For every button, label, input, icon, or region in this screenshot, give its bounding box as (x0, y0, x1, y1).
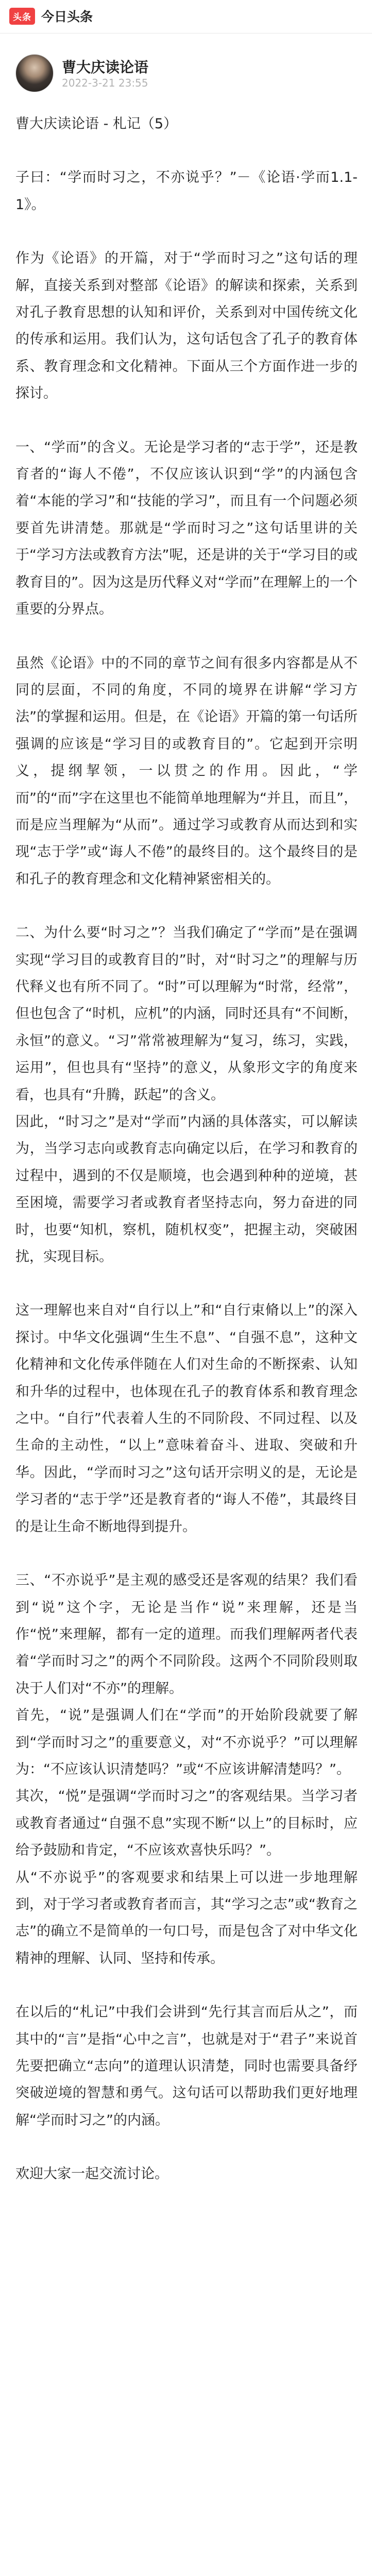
avatar[interactable] (15, 54, 54, 92)
app-badge: 头条 (9, 8, 35, 25)
article-paragraph: 二、为什么要“时习之”？当我们确定了“学而”是在强调实现“学习目的或教育目的”时，对“时习之”的理解与历代释义也有所不同了。“时”可以理解为“时常，经常”，但也包含了“时机，应机”的内涵，同时还具有“不间断，永恒”的意义。“习”常常被理解为“复习，练习，实践，运用”，但也具有“坚持”的意义，从象形文字的角度来看，也具有“升腾，跃起”的含义。 (15, 925, 358, 1103)
article-paragraph: 欢迎大家一起交流讨论。 (15, 2166, 168, 2182)
top-bar (0, 0, 372, 33)
article-paragraph: 三、“不亦说乎”是主观的感受还是客观的结果？我们看到“说”这个字，无论是当作“说”来理解，还是当作“悦”来理解，都有一定的道理。而我们理解两者代表着“学而时习之”的两个不同阶段。这两个不同阶段则取决于人们对“不亦”的理解。 (15, 1572, 358, 1697)
article-paragraph: 在以后的“札记”中我们会讲到“先行其言而后从之”，而其中的“言”是指“心中之言”，也就是对于“君子”来说首先要把确立“志向”的道理认识清楚，同时也需要具备纾突破逆境的智慧和勇气。这句话可以帮助我们更好地理解“学而时习之”的内涵。 (15, 2004, 358, 2128)
article-body (15, 111, 358, 2188)
author-header (15, 54, 356, 95)
article-paragraph: 作为《论语》的开篇，对于“学而时习之”这句话的理解，直接关系到对整部《论语》的解读和探索，关系到对孔子教育思想的认知和评价，关系到对中国传统文化的传承和运用。我们认为，这句话包含了孔子的教育体系、教育理念和文化精神。下面从三个方面作进一步的探讨。 (15, 250, 358, 402)
article-paragraph: 子曰：“学而时习之，不亦说乎？”－《论语·学而1.1-1》。 (15, 170, 358, 213)
article-card (0, 33, 372, 2576)
article-paragraph: 因此，“时习之”是对“学而”内涵的具体落实，可以解读为，当学习志向或教育志向确定以后，在学习和教育的过程中，遇到的不仅是顺境，也会遇到种种的逆境，甚至困境，需要学习者或教育者坚持志向，努力奋进的同时，也要“知机，察机，随机权变”，把握主动，突破困扰，实现目标。 (15, 1114, 358, 1265)
article-paragraph: 从“不亦说乎”的客观要求和结果上可以进一步地理解到，对于学习者或教育者而言，其“学习之志”或“教育之志”的确立不是简单的一句口号，而是包含了对中华文化精神的理解、认同、坚持和传承。 (15, 1869, 358, 1967)
article-paragraph: 一、“学而”的含义。无论是学习者的“志于学”，还是教育者的“诲人不倦”，不仅应该认识到“学”的内涵包含着“本能的学习”和“技能的学习”，而且有一个问题必须要首先讲清楚。那就是“学而时习之”这句话里讲的关于“学习方法或教育方法”呢，还是讲的关于“学习目的或教育目的”。因为这是历代释义对“学而”在理解上的一个重要的分界点。 (15, 439, 358, 618)
article-title: 曹大庆读论语 - 札记（5） (15, 116, 178, 132)
article-paragraph: 首先，“说”是强调人们在“学而”的开始阶段就要了解到“学而时习之”的重要意义，对“不亦说乎？”可以理解为：“不应该认识清楚吗？”或“不应该讲解清楚吗？”。 (15, 1707, 358, 1777)
app-logo[interactable] (9, 8, 93, 24)
post-time: 2022-3-21 23:55 (62, 77, 148, 89)
app-name: 今日头条 (41, 9, 93, 24)
article-paragraph: 这一理解也来自对“自行以上”和“自行束脩以上”的深入探讨。中华文化强调“生生不息”、“自强不息”，这种文化精神和文化传承伴随在人们对生命的不断探索、认知和升华的过程中，也体现在孔子的教育体系和教育理念之中。“自行”代表着人生的不同阶段、不同过程、以及生命的主动性，“以上”意味着奋斗、进取、突破和升华。因此，“学而时习之”这句话开宗明义的是，无论是学习者的“志于学”还是教育者的“诲人不倦”，其最终目的是让生命不断地得到提升。 (15, 1302, 358, 1535)
author-name[interactable]: 曹大庆读论语 (62, 59, 149, 76)
article-paragraph: 虽然《论语》中的不同的章节之间有很多内容都是从不同的层面，不同的角度，不同的境界在讲解“学习方法”的掌握和运用。但是，在《论语》开篇的第一句话所强调的应该是“学习目的或教育目的”。它起到开宗明义，提纲挈领，一以贯之的作用。因此，“学而”的“而”字在这里也不能简单地理解为“并且，而且”，而是应当理解为“从而”。通过学习或教育从而达到和实现“志于学”或“诲人不倦”的最终目的。这个最终目的是和孔子的教育理念和文化精神紧密相关的。 (15, 655, 358, 887)
article-paragraph: 其次，“悦”是强调“学而时习之”的客观结果。当学习者或教育者通过“自强不息”实现不断“以上”的目标时，应给予鼓励和肯定，“不应该欢喜快乐吗？”。 (15, 1788, 358, 1859)
